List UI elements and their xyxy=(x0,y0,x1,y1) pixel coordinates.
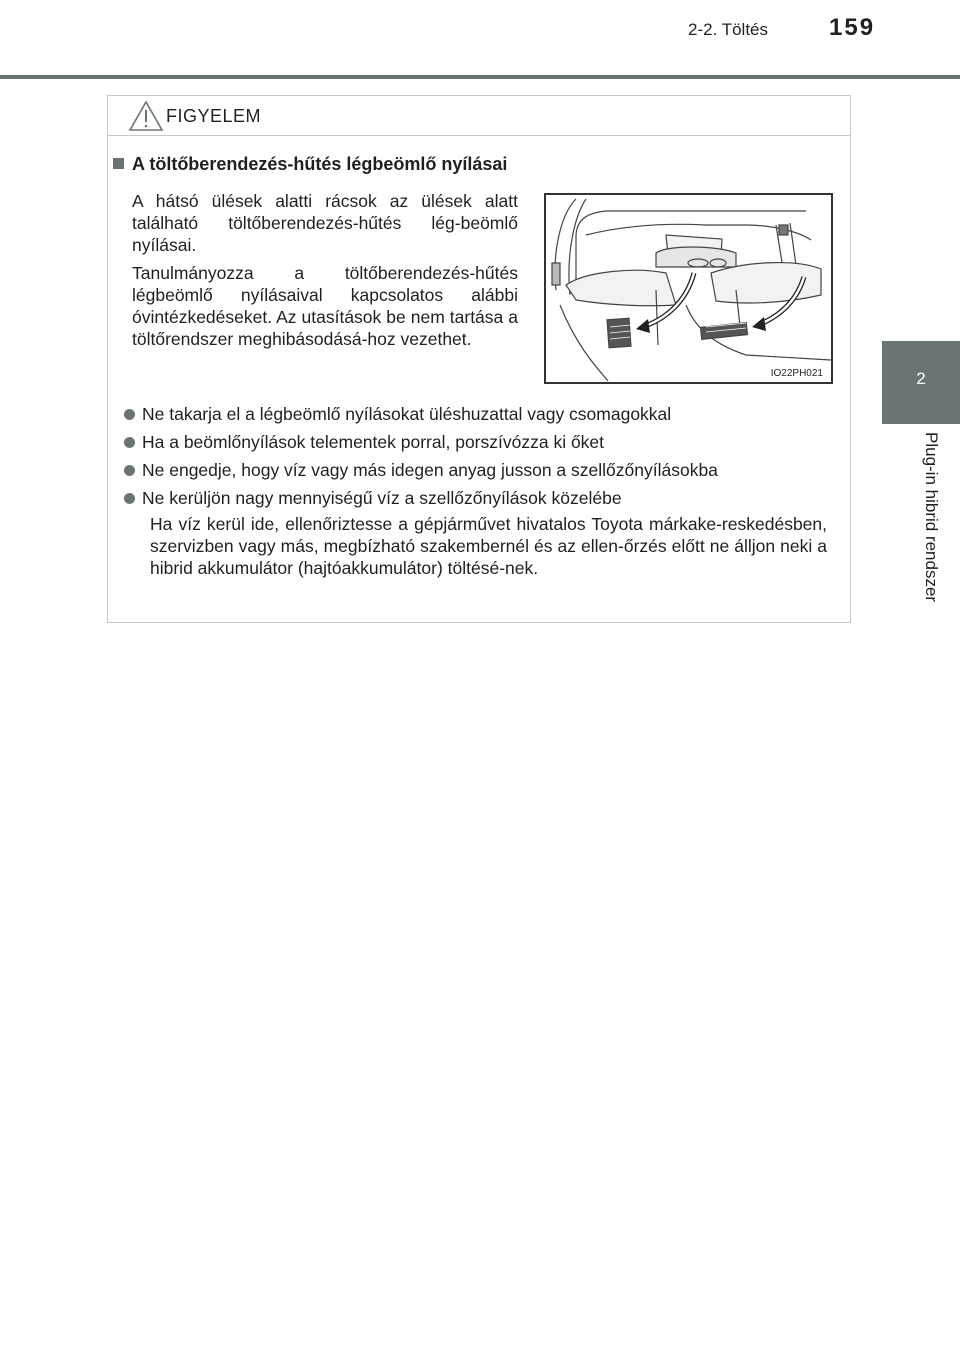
bullet-item xyxy=(124,487,844,509)
round-bullet-icon xyxy=(124,437,135,448)
bullet-item xyxy=(124,459,844,481)
bullet-note: Ha víz kerül ide, ellenőriztesse a gépjárművet hivatalos Toyota márkake-reskedésben, szervizben vagy más, megbízható szakembernél és az ellen-őrzés előtt ne álljon neki a hibrid akkumulátor (hajtóakkumulátor) töltésé-nek. xyxy=(150,514,827,578)
section-heading: 2-2. Töltés xyxy=(688,20,769,39)
intro-paragraph: A hátsó ülések alatti rácsok az ülések alatt található töltőberendezés-hűtés lég-beömlő nyílásai. xyxy=(132,191,518,255)
round-bullet-icon xyxy=(124,409,135,420)
bullet-text: Ha a beömlőnyílások telementek porral, porszívózza ki őket xyxy=(142,432,605,452)
warning-box-header xyxy=(108,96,850,136)
bullet-item xyxy=(124,403,844,425)
bullet-text: Ne takarja el a légbeömlő nyílásokat üléshuzattal vagy csomagokkal xyxy=(142,404,672,424)
section-title xyxy=(113,154,507,175)
warning-title: FIGYELEM xyxy=(166,106,262,126)
header-rule xyxy=(0,75,960,79)
chapter-number: 2 xyxy=(916,369,926,388)
figure-code: IO22PH021 xyxy=(770,368,823,379)
rear-seat-drawing xyxy=(546,195,831,382)
rear-seat-illustration xyxy=(544,193,833,384)
bullet-text: Ne kerüljön nagy mennyiségű víz a szellőzőnyílások közelébe xyxy=(142,488,622,508)
bullet-text: Ne engedje, hogy víz vagy más idegen anyag jusson a szellőzőnyílásokba xyxy=(142,460,718,480)
warning-box xyxy=(107,95,851,623)
section-title-text: A töltőberendezés-hűtés légbeömlő nyílásai xyxy=(132,154,508,174)
page-number: 159 xyxy=(829,14,876,41)
square-bullet-icon xyxy=(113,158,124,169)
round-bullet-icon xyxy=(124,493,135,504)
instruction-paragraph: Tanulmányozza a töltőberendezés-hűtés légbeömlő nyílásaival kapcsolatos alábbi óvintézkedéseket. Az utasítások be nem tartása a töltőrendszer meghibásodásá-hoz vezethet. xyxy=(132,263,518,349)
warning-triangle-icon xyxy=(128,100,164,137)
round-bullet-icon xyxy=(124,465,135,476)
chapter-tab xyxy=(882,341,960,424)
bullet-item xyxy=(124,431,844,453)
chapter-title: Plug-in hibrid rendszer xyxy=(922,432,941,603)
